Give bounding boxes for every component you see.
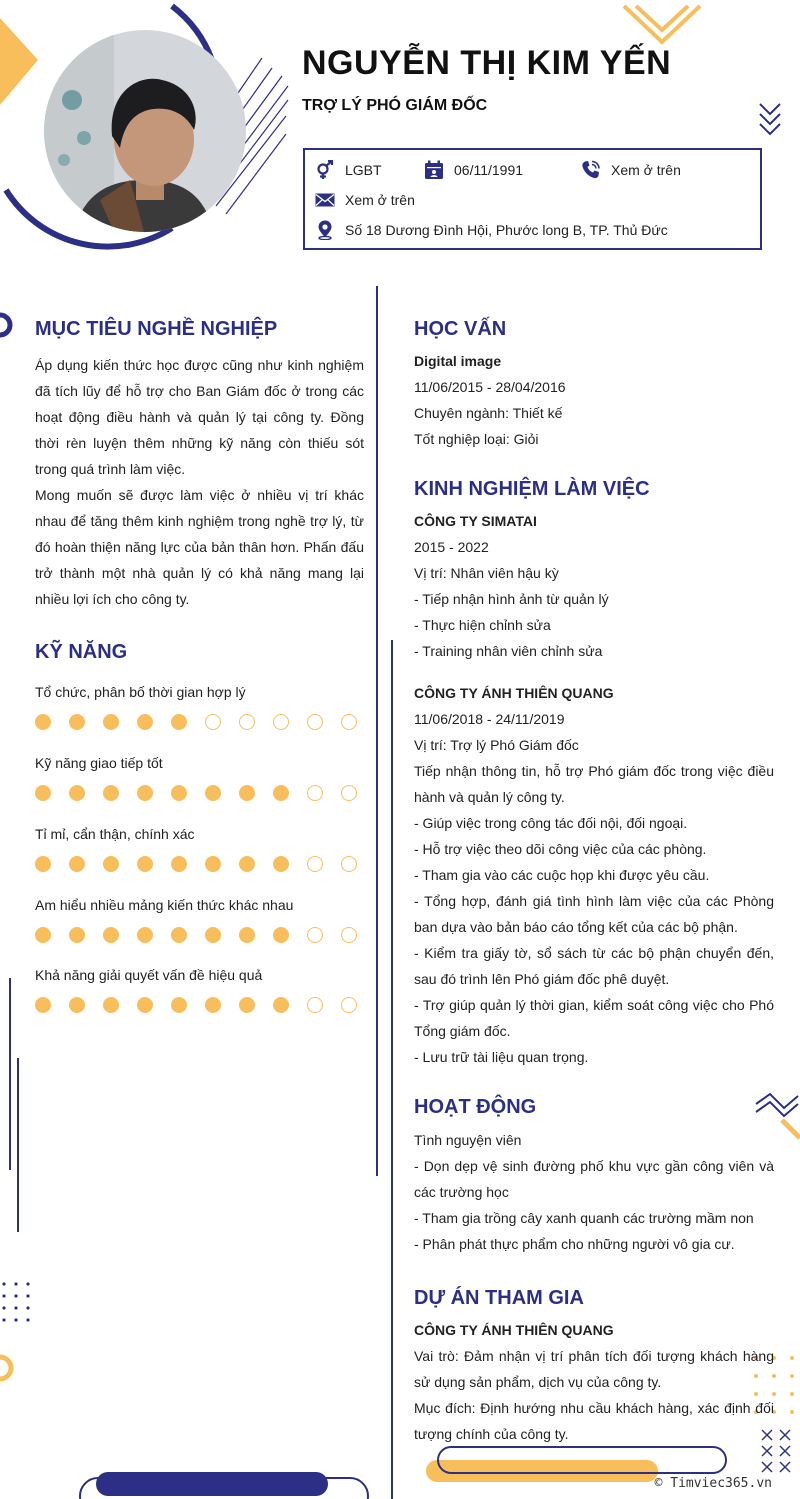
rating-dot-filled [35, 714, 51, 730]
rating-dot-filled [273, 927, 289, 943]
location-icon [315, 220, 335, 240]
skill-label: Tổ chức, phân bố thời gian hợp lý [35, 684, 246, 700]
ring-left-bottom [0, 1357, 11, 1379]
rating-dot-filled [103, 785, 119, 801]
phone-icon [581, 160, 601, 180]
rating-dot-filled [35, 927, 51, 943]
rating-dot-filled [69, 927, 85, 943]
rating-dot-filled [239, 927, 255, 943]
skills-title: KỸ NĂNG [35, 641, 128, 663]
rating-dot-filled [103, 856, 119, 872]
activity-line: - Tham gia trồng cây xanh quanh các trường mầm non [414, 1210, 754, 1226]
skill-rating [35, 785, 357, 801]
activities-title: HOẠT ĐỘNG [414, 1096, 537, 1118]
rating-dot-empty [239, 714, 255, 730]
skill-label: Kỹ năng giao tiếp tốt [35, 755, 163, 771]
job-company: CÔNG TY ÁNH THIÊN QUANG [414, 685, 614, 701]
objective-paragraph: Áp dụng kiến thức học được cũng như kinh nghiệm đã tích lũy để hỗ trợ cho Ban Giám đốc ở trong các hoạt động điều hành và quản lý tại công ty. Đồng thời rèn luyện thêm những kỹ năng còn thiếu sót trong quá trình làm việc. [35, 357, 364, 477]
projects-title: DỰ ÁN THAM GIA [414, 1287, 584, 1309]
job-line: Tiếp nhận thông tin, hỗ trợ Phó giám đốc trong việc điều hành và quản lý công ty. [414, 763, 774, 805]
rating-dot-filled [205, 997, 221, 1013]
projects-body [414, 1317, 774, 1447]
avatar [44, 30, 246, 232]
rating-dot-filled [103, 927, 119, 943]
ring-left-top [0, 315, 10, 335]
job-line: - Lưu trữ tài liệu quan trọng. [414, 1049, 589, 1065]
job-position: Vị trí: Nhân viên hậu kỳ [414, 565, 559, 581]
rating-dot-filled [137, 856, 153, 872]
rating-dot-filled [137, 927, 153, 943]
skill-label: Tỉ mỉ, cẩn thận, chính xác [35, 826, 195, 842]
objective-body [35, 352, 364, 612]
rating-dot-filled [171, 927, 187, 943]
birthday-value: 06/11/1991 [454, 162, 524, 178]
education-period: 11/06/2015 - 28/04/2016 [414, 379, 566, 395]
skill-rating [35, 927, 357, 943]
gender-value: LGBT [345, 162, 382, 178]
footer-brand: © Timviec365.vn [654, 1476, 772, 1491]
rating-dot-filled [69, 997, 85, 1013]
birthday-item [424, 160, 523, 180]
rating-dot-empty [307, 785, 323, 801]
job-line: - Training nhân viên chỉnh sửa [414, 643, 603, 659]
skill-rating [35, 997, 357, 1013]
address-item [315, 220, 668, 240]
rating-dot-filled [239, 856, 255, 872]
rating-dot-empty [307, 714, 323, 730]
mail-icon [315, 190, 335, 210]
job-position: Vị trí: Trợ lý Phó Giám đốc [414, 737, 579, 753]
skill-label: Am hiểu nhiều mảng kiến thức khác nhau [35, 897, 294, 913]
rating-dot-empty [341, 714, 357, 730]
rating-dot-filled [205, 785, 221, 801]
rating-dot-filled [171, 785, 187, 801]
job-period: 2015 - 2022 [414, 539, 489, 555]
project-goal: Mục đích: Định hướng nhu cầu khách hàng, xác định đối tượng chính của công ty. [414, 1400, 774, 1442]
job-line: - Hỗ trợ việc theo dõi công việc của các phòng. [414, 841, 707, 857]
rating-dot-empty [341, 785, 357, 801]
rating-dot-empty [307, 927, 323, 943]
education-body [414, 348, 774, 452]
rating-dot-filled [171, 997, 187, 1013]
address-value: Số 18 Dương Đình Hội, Phước long B, TP. Thủ Đức [345, 222, 668, 238]
job-simatai [414, 508, 774, 664]
rating-dot-filled [103, 997, 119, 1013]
rating-dot-filled [273, 997, 289, 1013]
rating-dot-filled [103, 714, 119, 730]
chevron-down-icon [760, 104, 780, 134]
objective-title: MỤC TIÊU NGHỀ NGHIỆP [35, 318, 278, 340]
job-line: - Tham gia vào các cuộc họp khi được yêu cầu. [414, 867, 710, 883]
education-grade: Tốt nghiệp loại: Giỏi [414, 431, 539, 447]
job-company: CÔNG TY SIMATAI [414, 513, 537, 529]
experience-title: KINH NGHIỆM LÀM VIỆC [414, 478, 650, 500]
rating-dot-empty [341, 927, 357, 943]
skill-rating [35, 714, 357, 730]
top-chevron [624, 6, 700, 42]
rating-dot-filled [171, 714, 187, 730]
project-company: CÔNG TY ÁNH THIÊN QUANG [414, 1322, 614, 1338]
gender-item [315, 160, 382, 180]
candidate-name: NGUYỄN THỊ KIM YẾN [302, 44, 672, 82]
job-line: - Trợ giúp quản lý thời gian, kiểm soát công việc cho Phó Tổng giám đốc. [414, 997, 774, 1039]
rating-dot-empty [341, 997, 357, 1013]
rating-dot-filled [273, 856, 289, 872]
rating-dot-filled [137, 785, 153, 801]
rating-dot-empty [307, 997, 323, 1013]
contact-box [303, 148, 762, 250]
objective-paragraph: Mong muốn sẽ được làm việc ở nhiều vị trí khác nhau để tăng thêm kinh nghiệm trong nghề trợ lý, từ đó hoàn thiện năng lực của bản thân hơn. Phấn đấu trở thành một nhà quản lý có khả năng mang lại nhiều lợi ích cho công ty. [35, 487, 364, 607]
education-title: HỌC VẤN [414, 318, 507, 340]
activity-line: - Dọn dẹp vệ sinh đường phố khu vực gần công viên và các trường học [414, 1158, 774, 1200]
rating-dot-filled [35, 856, 51, 872]
job-line: - Tiếp nhận hình ảnh từ quản lý [414, 591, 609, 607]
activity-line: - Phân phát thực phẩm cho những người vô gia cư. [414, 1236, 735, 1252]
rating-dot-filled [69, 785, 85, 801]
rating-dot-filled [205, 856, 221, 872]
email-value: Xem ở trên [345, 192, 415, 208]
phone-value: Xem ở trên [611, 162, 681, 178]
job-line: - Kiểm tra giấy tờ, sổ sách từ các bộ phận chuyển đến, sau đó trình lên Phó giám đốc phê duyệt. [414, 945, 774, 987]
job-anh-thien-quang [414, 680, 774, 1070]
school-name: Digital image [414, 353, 502, 369]
rating-dot-empty [341, 856, 357, 872]
rating-dot-filled [69, 714, 85, 730]
skill-rating [35, 856, 357, 872]
rating-dot-filled [137, 997, 153, 1013]
job-line: - Tổng hợp, đánh giá tình hình làm việc của các Phòng ban dựa vào bản báo cáo tổng kết của các bộ phận. [414, 893, 774, 935]
rating-dot-filled [171, 856, 187, 872]
activities-body [414, 1127, 774, 1257]
rating-dot-filled [69, 856, 85, 872]
skill-label: Khả năng giải quyết vấn đề hiệu quả [35, 967, 263, 983]
education-major: Chuyên ngành: Thiết kế [414, 405, 563, 421]
dot-grid-left [2, 1282, 29, 1321]
phone-item [581, 160, 681, 180]
job-line: - Thực hiện chỉnh sửa [414, 617, 551, 633]
yellow-diamond [0, 18, 38, 105]
rating-dot-filled [239, 997, 255, 1013]
rating-dot-filled [273, 785, 289, 801]
rating-dot-empty [307, 856, 323, 872]
rating-dot-filled [137, 714, 153, 730]
rating-dot-filled [205, 927, 221, 943]
job-period: 11/06/2018 - 24/11/2019 [414, 711, 565, 727]
rating-dot-empty [273, 714, 289, 730]
rating-dot-filled [35, 785, 51, 801]
calendar-icon [424, 160, 444, 180]
rating-dot-filled [35, 997, 51, 1013]
rating-dot-filled [239, 785, 255, 801]
rating-dot-empty [205, 714, 221, 730]
gender-icon [315, 160, 335, 180]
activity-line: Tình nguyện viên [414, 1132, 522, 1148]
email-item [315, 190, 415, 210]
project-role: Vai trò: Đảm nhận vị trí phân tích đối tượng khách hàng sử dụng sản phẩm, dịch vụ của công ty. [414, 1348, 774, 1390]
candidate-role: TRỢ LÝ PHÓ GIÁM ĐỐC [302, 97, 488, 114]
job-line: - Giúp việc trong công tác đối nội, đối ngoại. [414, 815, 688, 831]
